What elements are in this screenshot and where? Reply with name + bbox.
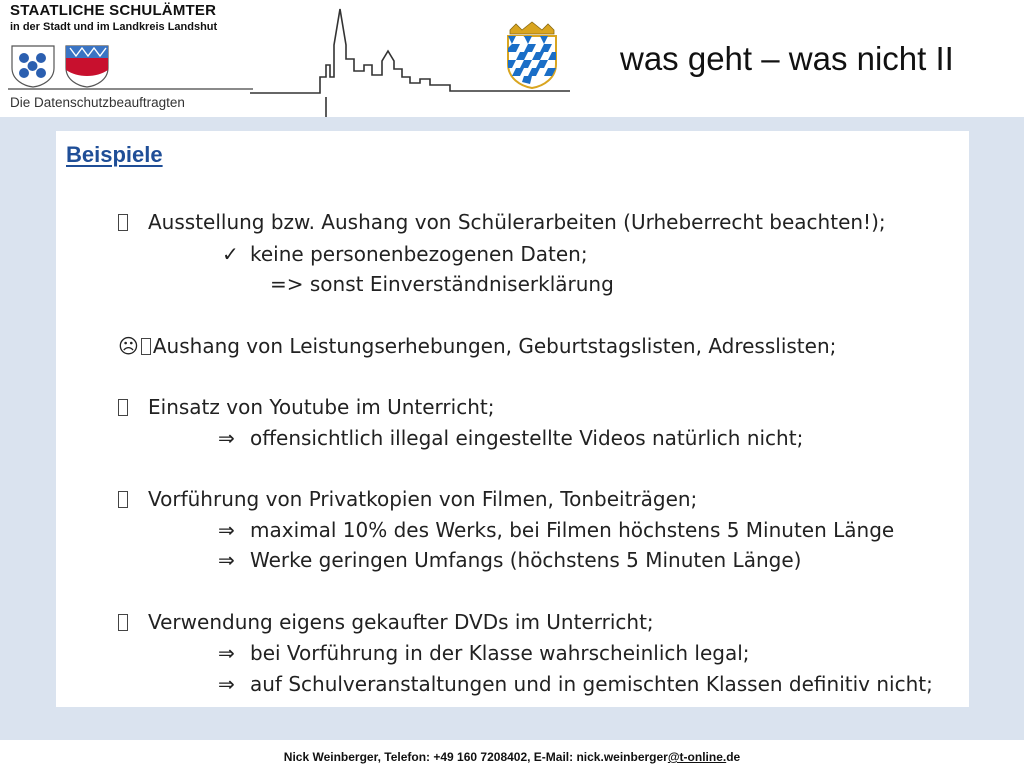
list-item-text: Werke geringen Umfangs (höchstens 5 Minuten Länge): [250, 548, 802, 572]
list-item: [118, 487, 697, 511]
list-item-text: maximal 10% des Werks, bei Filmen höchstens 5 Minuten Länge: [250, 518, 895, 542]
section-heading: Beispiele: [66, 142, 163, 167]
list-item: [270, 272, 614, 296]
slide-footer: [0, 740, 1024, 768]
list-item-text: Aushang von Leistungserhebungen, Geburtstagslisten, Adresslisten;: [152, 334, 837, 358]
list-item-text: Ausstellung bzw. Aushang von Schülerarbeiten (Urheberrecht beachten!);: [148, 210, 886, 234]
footer-contact-prefix: Nick Weinberger, Telefon: +49 160 7208402, E-Mail: nick.weinberger: [283, 750, 668, 764]
department-label: Die Datenschutzbeauftragten: [10, 95, 185, 110]
list-item: [118, 334, 836, 358]
arrow-icon: ⇒: [218, 641, 235, 665]
list-item: [218, 518, 894, 542]
list-item: [118, 610, 654, 634]
list-item: [218, 548, 801, 572]
arrow-icon: ⇒: [218, 548, 235, 572]
list-item: [222, 242, 588, 266]
missing-glyph-icon: [118, 614, 128, 631]
list-item: [218, 426, 803, 450]
missing-glyph-icon: [118, 491, 128, 508]
bavaria-crest-logo: [502, 20, 562, 90]
arrow-icon: ⇒: [218, 518, 235, 542]
list-item-text: bei Vorführung in der Klasse wahrscheinlich legal;: [250, 641, 750, 665]
district-crests-logo: [10, 44, 110, 88]
org-title: STAATLICHE SCHULÄMTER: [10, 2, 217, 19]
missing-glyph-icon: [118, 399, 128, 416]
header-divider: [8, 88, 253, 90]
list-item: [118, 395, 494, 419]
list-item-text: auf Schulveranstaltungen und in gemischten Klassen definitiv nicht;: [250, 672, 933, 696]
list-item-text: Einsatz von Youtube im Unterricht;: [148, 395, 495, 419]
check-icon: ✓: [222, 242, 239, 266]
list-item-text: Verwendung eigens gekaufter DVDs im Unterricht;: [148, 610, 654, 634]
footer-contact: [284, 750, 740, 764]
footer-contact-suffix: de: [726, 750, 741, 764]
list-item: [218, 672, 933, 696]
arrow-icon: ⇒: [218, 672, 235, 696]
footer-email-link[interactable]: @t-online.: [667, 750, 727, 764]
missing-glyph-icon: [141, 338, 151, 355]
frown-icon: ☹: [118, 334, 139, 358]
list-item-text: keine personenbezogenen Daten;: [250, 242, 588, 266]
slide-title: was geht – was nicht II: [620, 40, 954, 77]
list-item: [218, 641, 750, 665]
arrow-icon: ⇒: [218, 426, 235, 450]
missing-glyph-icon: [118, 214, 128, 231]
slide-header: [0, 0, 1024, 117]
list-item: [118, 210, 886, 234]
list-item-text: offensichtlich illegal eingestellte Videos natürlich nicht;: [250, 426, 804, 450]
list-item-text: => sonst Einverständniserklärung: [270, 272, 614, 296]
list-item-text: Vorführung von Privatkopien von Filmen, Tonbeiträgen;: [148, 487, 698, 511]
org-subtitle: in der Stadt und im Landkreis Landshut: [10, 21, 218, 33]
